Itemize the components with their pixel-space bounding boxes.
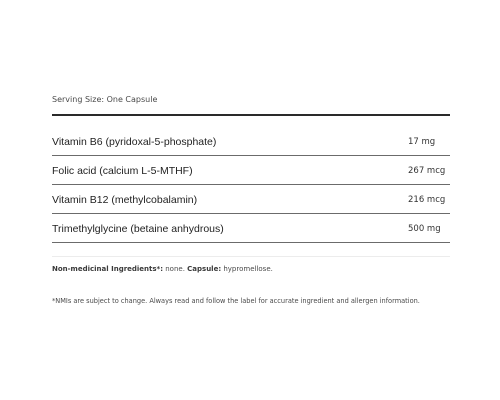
- capsule-label: Capsule:: [187, 265, 222, 273]
- table-row: [52, 185, 450, 214]
- non-medicinal-value: none.: [163, 265, 188, 273]
- non-medicinal-ingredients: [52, 265, 273, 273]
- ingredient-amount: 267 mcg: [408, 166, 446, 176]
- table-top-rule: [52, 114, 450, 116]
- section-divider: [52, 256, 450, 257]
- capsule-value: hypromellose.: [221, 265, 273, 273]
- ingredient-amount: 17 mg: [408, 137, 436, 147]
- non-medicinal-label: Non-medicinal Ingredients*:: [52, 265, 164, 273]
- ingredient-name: Vitamin B6 (pyridoxal-5-phosphate): [52, 136, 217, 148]
- table-row: [52, 156, 450, 185]
- ingredient-table: [52, 127, 450, 243]
- table-row: [52, 214, 450, 243]
- ingredient-amount: 500 mg: [408, 224, 441, 234]
- serving-size: Serving Size: One Capsule: [52, 95, 158, 104]
- nmi-footnote: *NMIs are subject to change. Always read and follow the label for accurate ingredient and allergen information.: [52, 297, 420, 305]
- table-row: [52, 127, 450, 156]
- ingredient-amount: 216 mcg: [408, 195, 446, 205]
- ingredient-name: Trimethylglycine (betaine anhydrous): [52, 223, 224, 235]
- ingredient-name: Folic acid (calcium L-5-MTHF): [52, 165, 193, 177]
- ingredient-name: Vitamin B12 (methylcobalamin): [52, 194, 198, 206]
